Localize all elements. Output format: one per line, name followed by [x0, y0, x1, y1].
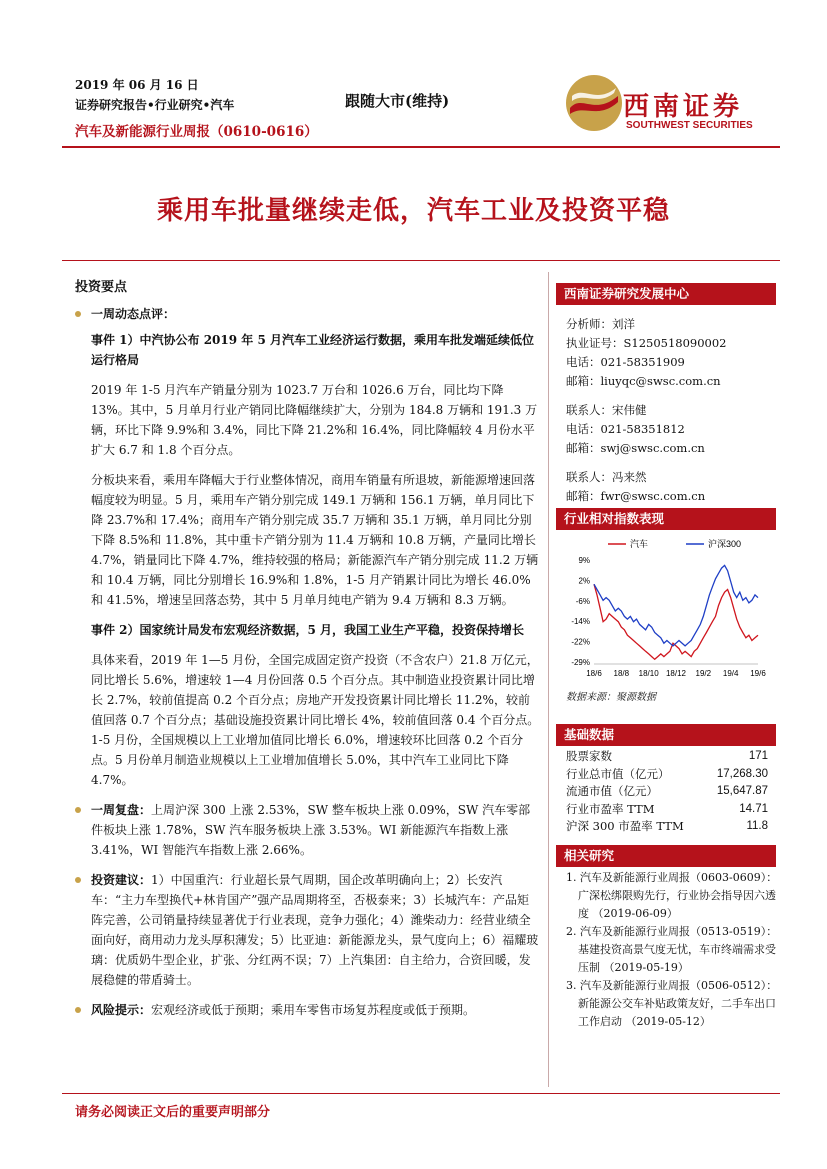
- y-tick-label: -22%: [571, 637, 590, 647]
- basic-data-row: [566, 783, 768, 801]
- related-research-list: [566, 869, 778, 1031]
- contact-1-phone: 电话：021-58351812: [566, 422, 685, 436]
- event2-title: 事件 2）国家统计局发布宏观经济数据，5 月，我国工业生产平稳，投资保持增长: [91, 623, 525, 637]
- basic-data-value: 15,647.87: [716, 785, 768, 797]
- basic-data-label: 流通市值（亿元）: [566, 784, 658, 798]
- analyst-email[interactable]: 邮箱：liuyqc@swsc.com.cn: [566, 374, 721, 388]
- brand-name-cn: 西南证券: [623, 92, 744, 122]
- section-title: 投资要点: [75, 280, 128, 295]
- page-title: 乘用车批量继续走低，汽车工业及投资平稳: [156, 196, 670, 226]
- x-tick-label: 19/6: [750, 669, 766, 678]
- basic-data-value: 11.8: [746, 820, 768, 832]
- y-tick-label: 9%: [578, 556, 590, 565]
- header-rule: [62, 146, 780, 148]
- x-tick-label: 19/4: [722, 669, 739, 678]
- x-tick-label: 18/10: [638, 669, 659, 678]
- x-tick-label: 18/12: [665, 669, 687, 678]
- related-research-header: 相关研究: [556, 845, 776, 867]
- basic-data-value: 14.71: [739, 802, 768, 815]
- event1-paragraph-1: 2019 年 1-5 月汽车产销量分别为 1023.7 万台和 1026.6 万台，同比均下降 13%。其中，5 月单月行业产销同比降幅继续扩大，分别为 184.8 万辆和 191.3 万辆，环比下降 9.9%和 3.4%，同比下降 21.2%和 16.4%，同比降幅较 4 月份水平扩大 6.7 和 1.8 个百分点。: [91, 383, 538, 457]
- y-tick-label: -6%: [575, 596, 590, 606]
- analyst-name: 分析师：刘洋: [566, 317, 635, 331]
- contact-2-email[interactable]: 邮箱：fwr@swsc.com.cn: [566, 489, 706, 503]
- basic-data-value: 171: [748, 750, 768, 762]
- x-tick-label: 18/8: [613, 669, 630, 678]
- event1-title: 事件 1）中汽协公布 2019 年 5 月汽车工业经济运行数据，乘用车批发端延续低位运行格局: [91, 333, 534, 367]
- review-label: 一周复盘：: [91, 803, 152, 817]
- footer-notice: 请务必阅读正文后的重要声明部分: [75, 1105, 271, 1120]
- advice-label: 投资建议：: [91, 873, 152, 887]
- basic-data-label: 股票家数: [566, 749, 612, 763]
- risk-label: 风险提示：: [91, 1003, 152, 1017]
- contact-1-name: 联系人：宋伟健: [566, 403, 647, 417]
- footer-rule: [62, 1093, 780, 1094]
- title-rule: [62, 260, 780, 261]
- y-tick-label: -14%: [571, 617, 590, 627]
- legend-label-hs300: 沪深300: [708, 539, 742, 549]
- related-research-item[interactable]: 2. 汽车及新能源行业周报（0513-0519）：基建投资高景气度无忧，车市终端需求受压制 （2019-05-19）: [566, 925, 778, 974]
- x-tick-label: 19/2: [695, 669, 712, 678]
- weekly-comment-label: 一周动态点评：: [75, 304, 540, 324]
- event2-paragraph-1: 具体来看，2019 年 1—5 月份，全国完成固定资产投资（不含农户）21.8 万亿元，同比增长 5.6%，增速较 1—4 月份回落 0.5 个百分点。其中制造业投资累计同比增长 2.7%，较前值提高 0.2 个百分点；房地产开发投资累计同比增长 11.2%，较前值回落 0.7 个百分点；基础设施投资累计同比增长 4%，较前值回落 0.4 个百分点。1-5 月份，全国规模以上工业增加值同比增长 6.0%，增速较环比回落 0.2 个百分点。5 月份单月制造业规模以上工业增加值增长 5.0%，其中汽车工业同比下降 4.7%。: [91, 653, 540, 787]
- basic-data-row: [566, 801, 768, 819]
- basic-data-value: 17,268.30: [716, 767, 768, 780]
- risk-warning: [75, 1000, 540, 1020]
- column-divider: [548, 272, 549, 1087]
- main-content: [75, 278, 540, 1020]
- weekly-review: [75, 800, 540, 860]
- series-line-auto: [594, 584, 758, 659]
- analyst-contacts: [566, 315, 776, 506]
- basic-data-label: 行业总市值（亿元）: [566, 766, 670, 781]
- basic-data-label: 行业市盈率 TTM: [566, 801, 655, 816]
- basic-data-header: 基础数据: [556, 724, 776, 746]
- advice-text: 1）中国重汽：行业超长景气周期，国企改革明确向上；2）长安汽车：“主力车型换代+林肯国产”强产品周期将至，否极泰来；3）长城汽车：产品矩阵完善，公司销量持续显著优于行业表现，竞争力强化；4）潍柴动力：经营业绩全面向好，商用动力龙头厚积薄发；5）比亚迪：新能源龙头，景气度向上；6）福耀玻璃：优质奶牛型企业，扩张、分红两不误；7）上汽集团：自主给力，合资回暖，发展稳健的带盾骑士。: [91, 873, 539, 987]
- rating: 跟随大市(维持): [345, 92, 450, 110]
- basic-data-label: 沪深 300 市盈率 TTM: [566, 819, 684, 833]
- related-research-item[interactable]: 1. 汽车及新能源行业周报（0603-0609）：广深松绑限购先行，行业协会指导因六透度 （2019-06-09）: [566, 871, 778, 920]
- analyst-license: 执业证号：S1250518090002: [566, 336, 727, 350]
- research-center-header: 西南证券研究发展中心: [556, 283, 776, 305]
- chart-source: 数据来源：聚源数据: [566, 692, 656, 703]
- basic-data-row: [566, 748, 768, 766]
- y-tick-label: 2%: [578, 576, 590, 586]
- y-tick-label: -29%: [571, 658, 590, 667]
- basic-data-table: [566, 748, 768, 836]
- analyst-phone: 电话：021-58351909: [566, 355, 685, 369]
- review-text: 上周沪深 300 上涨 2.53%，SW 整车板块上涨 0.09%，SW 汽车零部件板块上涨 1.78%，SW 汽车服务板块上涨 3.53%。WI 新能源汽车指数上涨 3.41%，WI 智能汽车指数上涨 2.66%。: [91, 803, 531, 857]
- basic-data-row: [566, 766, 768, 784]
- relative-index-chart: [558, 532, 776, 682]
- basic-data-row: [566, 818, 768, 836]
- legend-label-auto: 汽车: [630, 539, 649, 549]
- contact-2-name: 联系人：冯来然: [566, 470, 647, 484]
- investment-advice: [75, 870, 540, 990]
- weekly-report-title: 汽车及新能源行业周报（0610-0616）: [75, 124, 318, 140]
- report-type: 证券研究报告•行业研究•汽车: [75, 98, 235, 112]
- x-tick-label: 18/6: [586, 669, 602, 678]
- event1-paragraph-2: 分板块来看，乘用车降幅大于行业整体情况，商用车销量有所退坡，新能源增速回落幅度较为明显。5 月，乘用车产销分别完成 149.1 万辆和 156.1 万辆，单月同比下降 23.7%和 17.4%；商用车产销分别完成 35.7 万辆和 35.1 万辆，单月同比分别下降 8.5%和 11.8%，其中重卡产销分别为 11.4 万辆和 10.8 万辆，产量同比增长 4.7%，销量同比下降 4.7%，维持较强的格局；新能源汽车产销分别完成 11.2 万辆和 10.4 万辆，同比分别增长 16.9%和 1.8%，1-5 月产销累计同比为增长 46.0%和 41.5%，增速呈回落态势，其中 5 月单月纯电产销为 9.4 万辆和 8.3 万辆。: [91, 473, 539, 607]
- contact-1-email[interactable]: 邮箱：swj@swsc.com.cn: [566, 441, 705, 455]
- brand-name-en: SOUTHWEST SECURITIES: [626, 120, 753, 131]
- related-research-item[interactable]: 3. 汽车及新能源行业周报（0506-0512）：新能源公交车补贴政策友好，二手车出口工作启动 （2019-05-12）: [566, 979, 778, 1028]
- report-date: 2019 年 06 月 16 日: [75, 78, 199, 92]
- chart-header: 行业相对指数表现: [556, 508, 776, 530]
- risk-text: 宏观经济或低于预期；乘用车零售市场复苏程度或低于预期。: [151, 1003, 476, 1017]
